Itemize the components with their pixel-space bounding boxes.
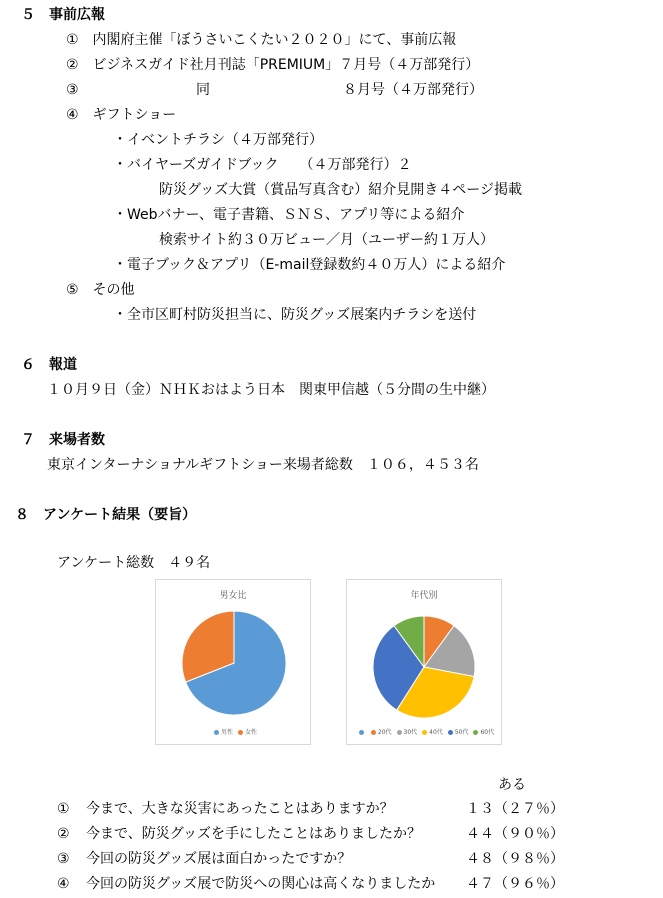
giftshow-bullet-3-detail: 検索サイト約３０万ビュー／月（ユーザー約１万人） [159, 232, 495, 248]
legend-swatch [422, 730, 427, 735]
giftshow-bullet-2: ・バイヤーズガイドブック （４万部発行）２ [113, 157, 412, 173]
publicity-item-3-number: ③ [66, 82, 79, 98]
question-number: ④ [57, 876, 70, 892]
question-result: ４４（９０％） [466, 826, 564, 842]
publicity-item-5: ⑤ その他 [66, 282, 135, 298]
publicity-item-2: ② ビジネスガイド社月刊誌「PREMIUM」７月号（４万部発行） [66, 57, 480, 73]
legend-label: 40代 [429, 729, 443, 736]
legend-item [233, 729, 257, 736]
question-result: ４７（９６％） [466, 876, 564, 892]
legend-swatch [214, 730, 219, 735]
question-result: １３（２７％） [466, 801, 564, 817]
section-7-heading: ７ 来場者数 [21, 432, 105, 448]
gender-chart [155, 579, 311, 745]
legend-label: 50代 [454, 729, 469, 736]
legend-swatch [371, 730, 376, 735]
chart-legend [347, 727, 501, 736]
question-number: ② [57, 826, 70, 842]
age-chart [346, 579, 502, 745]
chart-legend [156, 727, 310, 736]
gender-pie [156, 580, 310, 744]
legend-swatch [359, 730, 364, 735]
question-result: ４８（９８％） [466, 851, 564, 867]
legend-item [209, 729, 233, 736]
question-text: 今まで、防災グッズを手にしたことはありましたか？ [86, 826, 422, 842]
question-number: ③ [57, 851, 70, 867]
legend-swatch [397, 730, 402, 735]
publicity-item-3-ditto: 同 [196, 82, 210, 98]
survey-total: アンケート総数 ４９名 [57, 555, 211, 571]
question-text: 今回の防災グッズ展は面白かったですか？ [86, 851, 352, 867]
legend-swatch [238, 730, 243, 735]
section-6-heading: ６ 報道 [21, 357, 77, 373]
question-text: 今回の防災グッズ展で防災への関心は高くなりましたか [86, 876, 436, 892]
publicity-item-3-issue: ８月号（４万部発行） [343, 82, 483, 98]
visitor-count-text: 東京インターナショナルギフトショー来場者総数 １０６，４５３名 [47, 457, 479, 473]
section-8-heading: ８ アンケート結果（要旨） [15, 507, 197, 523]
legend-item [354, 729, 366, 736]
legend-label: 男性 [220, 729, 233, 736]
legend-item [366, 729, 392, 736]
giftshow-bullet-4: ・電子ブック＆アプリ（E-mail登録数約４０万人）による紹介 [113, 257, 506, 273]
press-coverage-text: １０月９日（金）ＮＨＫおはよう日本 関東甲信越（５分間の生中継） [47, 382, 495, 398]
answer-column-header: ある [498, 777, 526, 793]
section-5-heading: ５ 事前広報 [21, 7, 105, 23]
publicity-item-4: ④ ギフトショー [66, 107, 177, 123]
legend-swatch [448, 730, 453, 735]
giftshow-bullet-3: ・Webバナー、電子書籍、ＳＮＳ、アプリ等による紹介 [113, 207, 465, 223]
legend-swatch [473, 730, 478, 735]
question-number: ① [57, 801, 70, 817]
giftshow-bullet-2-detail: 防災グッズ大賞（賞品写真含む）紹介見開き４ページ掲載 [159, 182, 523, 198]
legend-label: 60代 [480, 729, 495, 736]
question-text: 今まで、大きな災害にあったことはありますか？ [86, 801, 394, 817]
chart-title: 年代別 [410, 591, 438, 601]
legend-item [468, 729, 494, 736]
legend-label: 20代 [377, 729, 392, 736]
giftshow-bullet-1: ・イベントチラシ（４万部発行） [113, 132, 323, 148]
legend-label: 30代 [403, 729, 418, 736]
legend-item [417, 729, 443, 736]
legend-label: 女性 [245, 729, 258, 736]
chart-title: 男女比 [219, 591, 247, 601]
publicity-item-1: ① 内閣府主催「ぼうさいこくたい２０２０」にて、事前広報 [66, 32, 457, 48]
legend-item [392, 729, 418, 736]
legend-item [443, 729, 469, 736]
age-pie [347, 580, 501, 744]
other-bullet-1: ・全市区町村防災担当に、防災グッズ展案内チラシを送付 [113, 307, 477, 323]
